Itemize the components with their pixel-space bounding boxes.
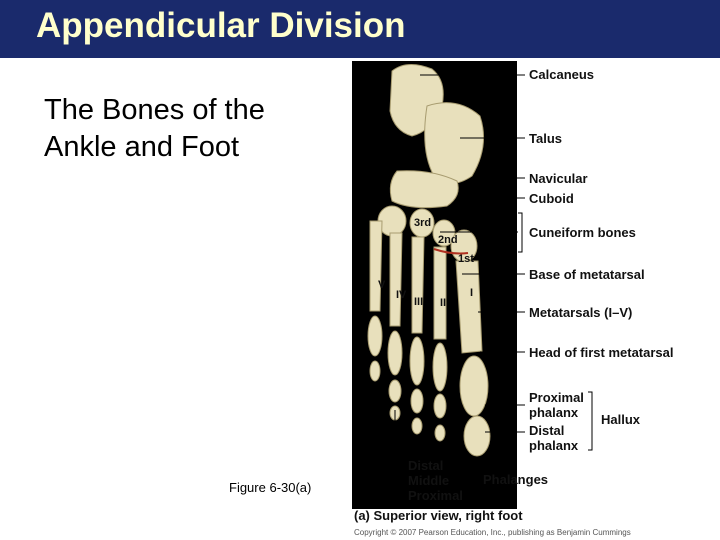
copyright-notice: Copyright © 2007 Pearson Education, Inc., publishing as Benjamin Cummings — [354, 528, 631, 537]
label-cuneiform-bones: Cuneiform bones — [529, 225, 636, 240]
label-1st: 1st — [458, 253, 474, 265]
figure-caption: Figure 6-30(a) — [229, 480, 312, 495]
label-talus: Talus — [529, 131, 562, 146]
subtitle-line-1: The Bones of the — [44, 94, 265, 126]
label-distal-phalanx-line1: Distal — [529, 423, 565, 438]
slide-subtitle — [44, 92, 344, 166]
label-base-of-metatarsal: Base of metatarsal — [529, 267, 645, 282]
figure-subcaption: (a) Superior view, right foot — [354, 508, 523, 523]
slide-title: Appendicular Division — [36, 6, 406, 45]
label-proximal: Proximal — [408, 488, 463, 503]
label-head-of-first-metatarsal: Head of first metatarsal — [529, 345, 674, 360]
label-2nd: 2nd — [438, 234, 458, 246]
label-calcaneus: Calcaneus — [529, 67, 595, 82]
foot-bones-photo — [352, 61, 517, 509]
label-iv: IV — [396, 289, 407, 301]
label-navicular: Navicular — [529, 171, 588, 186]
subtitle-line-2: Ankle and Foot — [44, 131, 240, 163]
label-metatarsals: Metatarsals (I–V) — [529, 305, 633, 320]
label-iii: III — [414, 296, 424, 308]
label-cuboid: Cuboid — [529, 191, 574, 206]
label-distal-phalanx-line2: phalanx — [529, 438, 579, 453]
label-proximal-phalanx-line1: Proximal — [529, 390, 584, 405]
label-proximal-phalanx — [529, 390, 584, 420]
label-3rd: 3rd — [414, 217, 432, 229]
label-v: V — [378, 279, 386, 291]
label-hallux: Hallux — [601, 412, 641, 427]
label-distal: Distal — [408, 458, 444, 473]
label-ii: II — [440, 297, 447, 309]
label-middle: Middle — [408, 473, 450, 488]
label-proximal-phalanx-line2: phalanx — [529, 405, 579, 420]
label-distal-phalanx — [529, 423, 578, 453]
foot-bones-illustration — [352, 61, 517, 509]
label-phalanges: Phalanges — [483, 472, 549, 487]
label-i: I — [470, 287, 474, 299]
